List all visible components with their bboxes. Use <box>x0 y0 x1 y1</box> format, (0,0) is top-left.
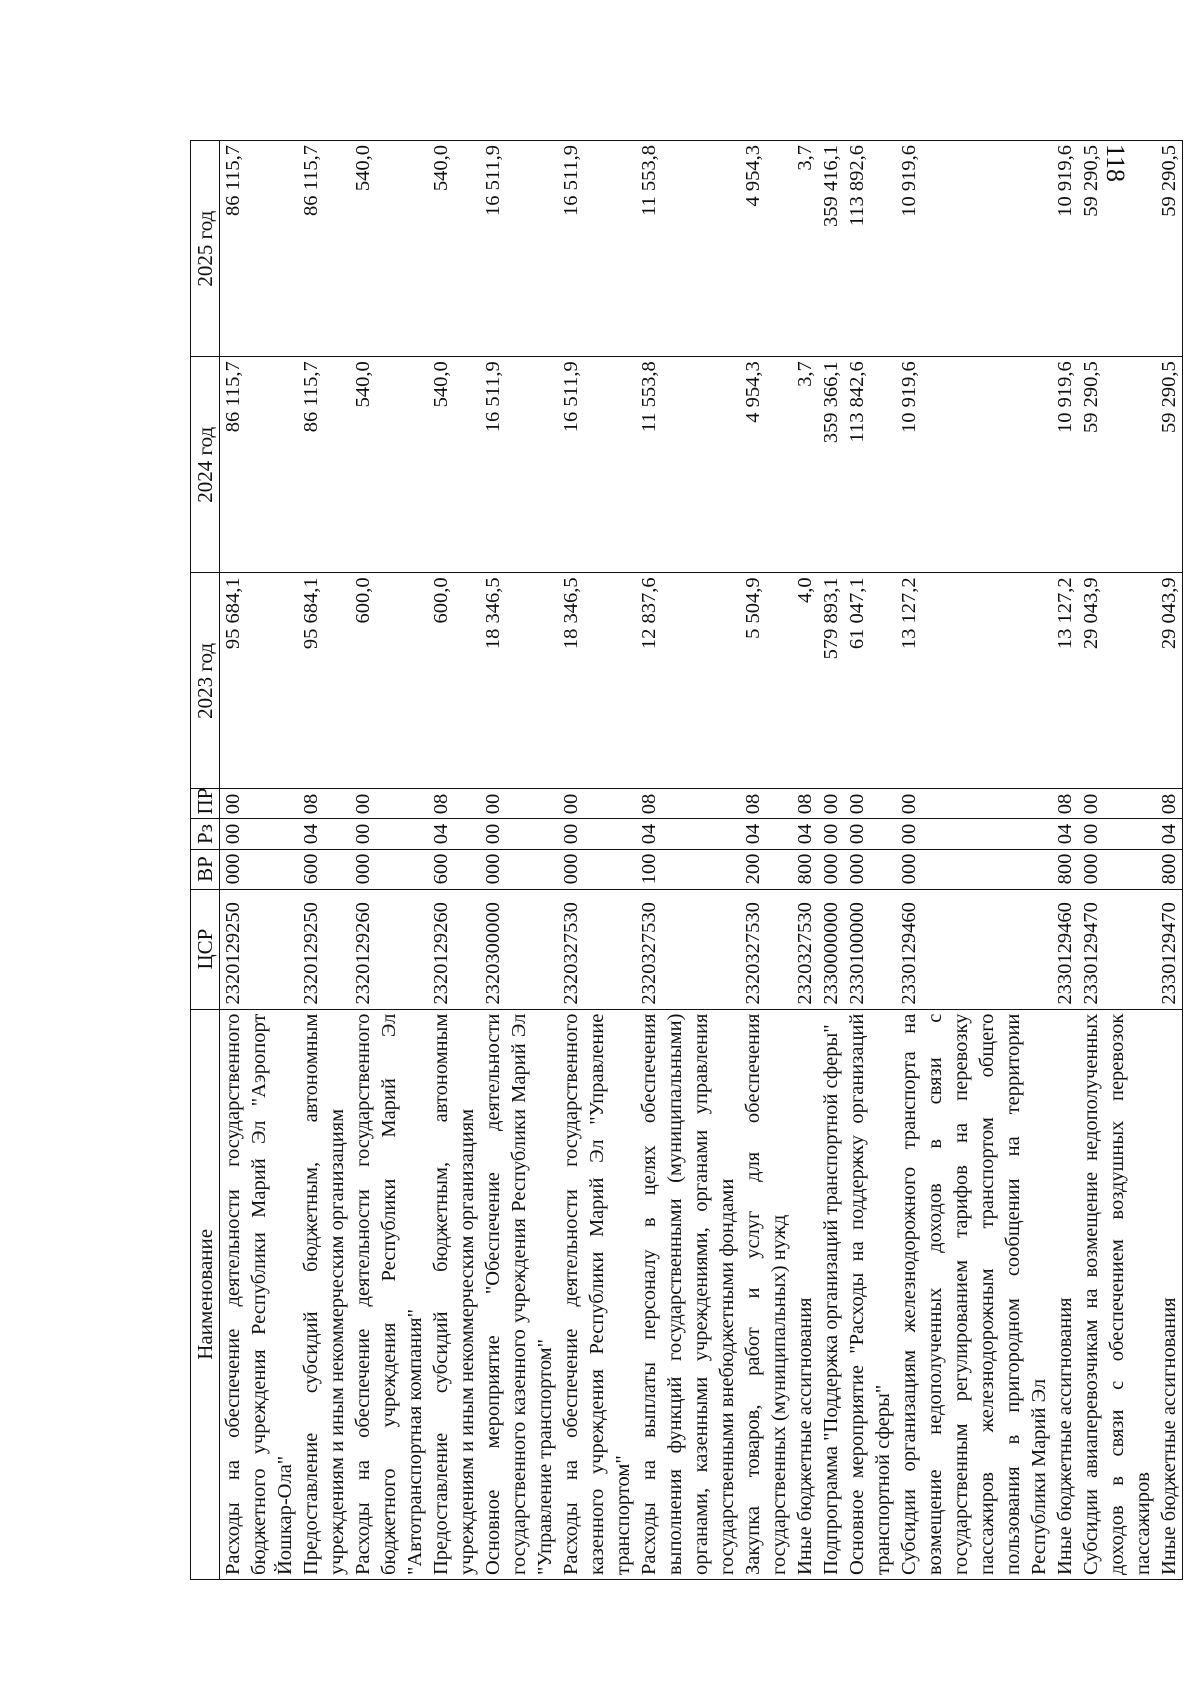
row-2023: 13 127,2 <box>1052 573 1078 789</box>
row-2025: 10 919,6 <box>1052 141 1078 357</box>
row-csr: 2320327530 <box>792 889 818 1009</box>
row-2024: 10 919,6 <box>1052 357 1078 573</box>
row-vr: 000 <box>896 849 1052 889</box>
row-pr: 08 <box>792 789 818 819</box>
row-vr: 800 <box>1052 849 1078 889</box>
row-2025: 10 919,6 <box>896 141 1052 357</box>
row-pr: 00 <box>896 789 1052 819</box>
table-row <box>896 141 1052 1580</box>
row-2023: 95 684,1 <box>298 573 350 789</box>
row-2024: 113 842,6 <box>844 357 896 573</box>
header-pr: ПР <box>191 789 220 819</box>
row-name: Подпрограмма "Поддержка организаций транспортной сферы" <box>818 1009 844 1579</box>
table-row <box>480 141 558 1580</box>
row-rz: 04 <box>740 819 792 849</box>
table-row <box>298 141 350 1580</box>
row-2023: 18 346,5 <box>558 573 636 789</box>
row-name: Предоставление субсидий бюджетным, автономным учреждениям и иным некоммерческим организациям <box>428 1009 480 1579</box>
row-2023: 4,0 <box>792 573 818 789</box>
row-csr: 2330000000 <box>818 889 844 1009</box>
row-name: Субсидии авиаперевозчикам на возмещение недополученных доходов в связи с обеспечением воздушных перевозок пассажиров <box>1078 1009 1156 1579</box>
row-2025: 4 954,3 <box>740 141 792 357</box>
row-2024: 540,0 <box>350 357 428 573</box>
row-csr: 2320300000 <box>480 889 558 1009</box>
budget-table <box>190 140 1183 1580</box>
row-csr: 2320129260 <box>350 889 428 1009</box>
row-pr: 00 <box>350 789 428 819</box>
row-pr: 08 <box>1052 789 1078 819</box>
table-header-row <box>191 141 220 1580</box>
row-vr: 000 <box>1078 849 1156 889</box>
row-pr: 08 <box>298 789 350 819</box>
row-2024: 59 290,5 <box>1078 357 1156 573</box>
row-2025: 16 511,9 <box>480 141 558 357</box>
row-pr: 08 <box>636 789 740 819</box>
row-2024: 4 954,3 <box>740 357 792 573</box>
row-2023: 95 684,1 <box>220 573 299 789</box>
row-pr: 00 <box>558 789 636 819</box>
row-rz: 00 <box>1078 819 1156 849</box>
row-2023: 600,0 <box>428 573 480 789</box>
table-row <box>350 141 428 1580</box>
row-rz: 04 <box>428 819 480 849</box>
table-row <box>1156 141 1183 1580</box>
row-2023: 61 047,1 <box>844 573 896 789</box>
row-rz: 00 <box>558 819 636 849</box>
row-2025: 59 290,5 <box>1078 141 1156 357</box>
row-pr: 00 <box>844 789 896 819</box>
row-vr: 200 <box>740 849 792 889</box>
row-pr: 00 <box>480 789 558 819</box>
header-2023: 2023 год <box>191 573 220 789</box>
row-pr: 00 <box>818 789 844 819</box>
row-2023: 29 043,9 <box>1156 573 1183 789</box>
row-name: Иные бюджетные ассигнования <box>1156 1009 1183 1579</box>
row-vr: 000 <box>818 849 844 889</box>
row-vr: 000 <box>350 849 428 889</box>
row-name: Закупка товаров, работ и услуг для обеспечения государственных (муниципальных) нужд <box>740 1009 792 1579</box>
header-2025: 2025 год <box>191 141 220 357</box>
header-name: Наименование <box>191 1009 220 1579</box>
row-name: Расходы на обеспечение деятельности государственного бюджетного учреждения Республики Марий Эл "Аэропорт Йошкар-Ола" <box>220 1009 299 1579</box>
row-2024: 16 511,9 <box>480 357 558 573</box>
table-row <box>558 141 636 1580</box>
table-row <box>220 141 299 1580</box>
row-2023: 13 127,2 <box>896 573 1052 789</box>
row-rz: 04 <box>1052 819 1078 849</box>
row-2024: 86 115,7 <box>220 357 299 573</box>
row-2025: 359 416,1 <box>818 141 844 357</box>
table-row <box>1052 141 1078 1580</box>
row-2023: 5 504,9 <box>740 573 792 789</box>
row-name: Расходы на обеспечение деятельности государственного бюджетного учреждения Республики Марий Эл "Автотранспортная компания" <box>350 1009 428 1579</box>
row-2025: 113 892,6 <box>844 141 896 357</box>
row-pr: 08 <box>1156 789 1183 819</box>
header-rz: Рз <box>191 819 220 849</box>
row-vr: 000 <box>558 849 636 889</box>
row-2024: 86 115,7 <box>298 357 350 573</box>
row-rz: 00 <box>220 819 299 849</box>
row-rz: 04 <box>1156 819 1183 849</box>
row-2024: 359 366,1 <box>818 357 844 573</box>
table-row <box>818 141 844 1580</box>
row-csr: 2320129250 <box>220 889 299 1009</box>
row-name: Основное мероприятие "Расходы на поддержку организаций транспортной сферы" <box>844 1009 896 1579</box>
row-2023: 579 893,1 <box>818 573 844 789</box>
page-number: 118 <box>1100 143 1130 183</box>
row-csr: 2330129470 <box>1078 889 1156 1009</box>
row-2025: 59 290,5 <box>1156 141 1183 357</box>
row-2025: 16 511,9 <box>558 141 636 357</box>
table-row <box>792 141 818 1580</box>
row-rz: 00 <box>350 819 428 849</box>
table-row <box>844 141 896 1580</box>
row-rz: 04 <box>298 819 350 849</box>
row-2025: 3,7 <box>792 141 818 357</box>
row-2025: 86 115,7 <box>298 141 350 357</box>
row-csr: 2320129250 <box>298 889 350 1009</box>
row-pr: 00 <box>1078 789 1156 819</box>
row-2024: 10 919,6 <box>896 357 1052 573</box>
row-2025: 11 553,8 <box>636 141 740 357</box>
header-vr: ВР <box>191 849 220 889</box>
row-pr: 00 <box>220 789 299 819</box>
row-pr: 08 <box>740 789 792 819</box>
row-rz: 04 <box>636 819 740 849</box>
row-csr: 2330129470 <box>1156 889 1183 1009</box>
row-csr: 2330129460 <box>1052 889 1078 1009</box>
table-row <box>428 141 480 1580</box>
row-vr: 100 <box>636 849 740 889</box>
row-vr: 800 <box>1156 849 1183 889</box>
row-pr: 08 <box>428 789 480 819</box>
row-rz: 00 <box>818 819 844 849</box>
row-csr: 2330129460 <box>896 889 1052 1009</box>
row-2023: 18 346,5 <box>480 573 558 789</box>
row-2024: 11 553,8 <box>636 357 740 573</box>
row-2023: 600,0 <box>350 573 428 789</box>
table-row <box>1078 141 1156 1580</box>
row-2023: 12 837,6 <box>636 573 740 789</box>
row-2024: 59 290,5 <box>1156 357 1183 573</box>
row-csr: 2320327530 <box>740 889 792 1009</box>
row-vr: 800 <box>792 849 818 889</box>
row-name: Расходы на обеспечение деятельности государственного казенного учреждения Республики Марий Эл "Управление транспортом" <box>558 1009 636 1579</box>
row-2023: 29 043,9 <box>1078 573 1156 789</box>
row-rz: 00 <box>896 819 1052 849</box>
header-csr: ЦСР <box>191 889 220 1009</box>
row-2024: 16 511,9 <box>558 357 636 573</box>
row-rz: 04 <box>792 819 818 849</box>
row-2024: 3,7 <box>792 357 818 573</box>
row-vr: 000 <box>480 849 558 889</box>
row-name: Расходы на выплаты персоналу в целях обеспечения выполнения функций государственными (муниципальными) органами, казенными учреждениями, органами управления государственными внебюджетными фондами <box>636 1009 740 1579</box>
row-csr: 2320129260 <box>428 889 480 1009</box>
row-2025: 86 115,7 <box>220 141 299 357</box>
row-name: Иные бюджетные ассигнования <box>792 1009 818 1579</box>
header-2024: 2024 год <box>191 357 220 573</box>
table-row <box>636 141 740 1580</box>
row-name: Предоставление субсидий бюджетным, автономным учреждениям и иным некоммерческим организациям <box>298 1009 350 1579</box>
row-vr: 600 <box>298 849 350 889</box>
row-name: Основное мероприятие "Обеспечение деятельности государственного казенного учреждения Республики Марий Эл "Управление транспортом" <box>480 1009 558 1579</box>
table-row <box>740 141 792 1580</box>
row-vr: 000 <box>220 849 299 889</box>
row-rz: 00 <box>844 819 896 849</box>
row-name: Иные бюджетные ассигнования <box>1052 1009 1078 1579</box>
row-csr: 2330100000 <box>844 889 896 1009</box>
row-name: Субсидии организациям железнодорожного транспорта на возмещение недополученных доходов в связи с государственным регулированием тарифов на перевозку пассажиров железнодорожным транспортом общего пользования в пригородном сообщении на территории Республики Марий Эл <box>896 1009 1052 1579</box>
row-2024: 540,0 <box>428 357 480 573</box>
row-2025: 540,0 <box>428 141 480 357</box>
row-vr: 000 <box>844 849 896 889</box>
row-vr: 600 <box>428 849 480 889</box>
row-rz: 00 <box>480 819 558 849</box>
row-csr: 2320327530 <box>558 889 636 1009</box>
row-2025: 540,0 <box>350 141 428 357</box>
row-csr: 2320327530 <box>636 889 740 1009</box>
